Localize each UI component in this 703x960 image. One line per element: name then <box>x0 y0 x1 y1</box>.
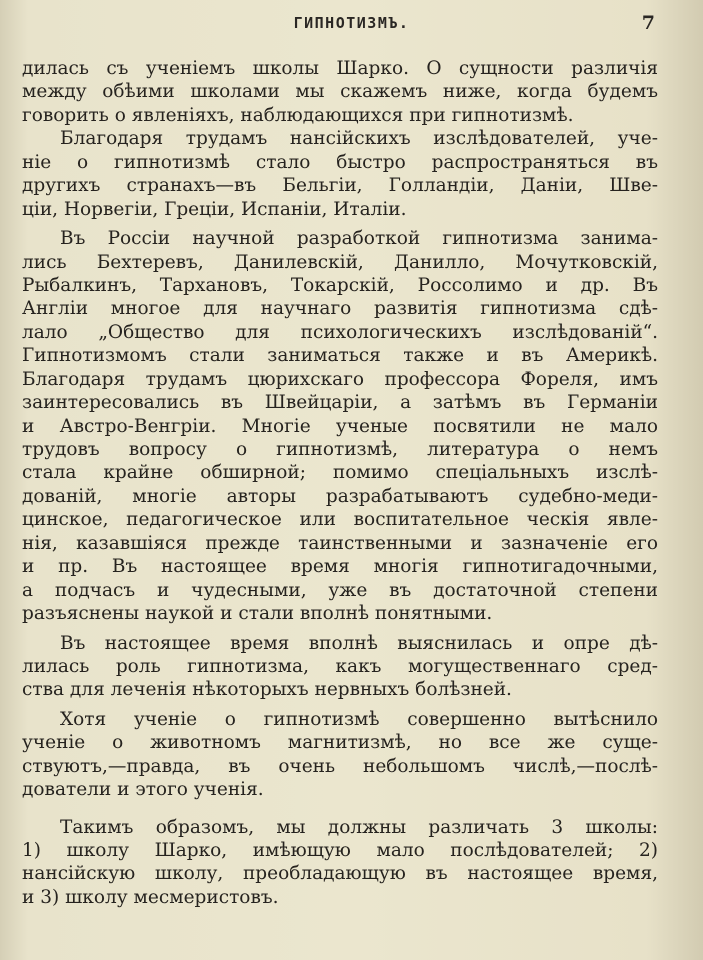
text-line: Гипнотизмомъ стали заниматься также и въ Америкѣ. <box>22 345 658 367</box>
page-number: 7 <box>641 12 655 34</box>
text-line: нансійскую школу, преобладающую въ настоящее время, <box>22 863 658 885</box>
text-line: лилась роль гипнотизма, какъ могущественнаго сред- <box>22 655 658 677</box>
text-line: Благодаря трудамъ нансійскихъ изслѣдователей, уче- <box>60 128 658 150</box>
text-line: Такимъ образомъ, мы должны различать 3 школы: <box>60 816 658 838</box>
text-line: ства для леченія нѣкоторыхъ нервныхъ болѣзней. <box>22 679 512 701</box>
text-line: а подчасъ и чудесными, уже въ достаточной степени <box>22 579 658 601</box>
text-line: ученіе о животномъ магнитизмѣ, но все же суще- <box>22 732 658 754</box>
paragraph <box>22 632 658 702</box>
text-line: трудовъ вопросу о гипнотизмѣ, литература о немъ <box>22 439 658 460</box>
text-line: говорить о явленіяхъ, наблюдающихся при гипнотизмѣ. <box>22 104 574 126</box>
text-line: и Австро-Венгріи. Многіе ученые посвятили не мало <box>22 415 658 437</box>
text-line: другихъ странахъ—въ Бельгіи, Голландіи, Даніи, Шве- <box>22 175 658 197</box>
paragraph <box>22 816 658 910</box>
text-line: между обѣими школами мы скажемъ ниже, когда будемъ <box>22 81 658 103</box>
text-line: ніе о гипнотизмѣ стало быстро распространяться въ <box>22 151 658 173</box>
text-line: ціи, Норвегіи, Греціи, Испаніи, Италіи. <box>22 198 407 220</box>
text-line: цинское, педагогическое или воспитательное ческія явле- <box>22 509 658 531</box>
text-line: заинтересовались въ Швейцаріи, а затѣмъ въ Германіи <box>22 392 658 414</box>
body-text <box>22 57 658 909</box>
text-line: дованій, многіе авторы разрабатываютъ судебно-меди- <box>22 485 658 507</box>
paragraph <box>22 127 658 221</box>
text-line: Хотя ученіе о гипнотизмѣ совершенно вытѣснило <box>60 708 658 730</box>
text-line: Благодаря трудамъ цюрихскаго профессора Фореля, имъ <box>22 368 658 390</box>
paragraph <box>22 227 658 625</box>
paragraph <box>22 57 658 127</box>
text-line: 1) школу Шарко, имѣющую мало послѣдователей; 2) <box>22 840 658 861</box>
paragraph <box>22 708 658 802</box>
text-line: дователи и этого ученія. <box>22 779 264 801</box>
text-line: лало „Общество для психологическихъ изслѣдованій“. <box>22 321 658 343</box>
running-title: ГИПНОТИЗМЪ. <box>293 14 410 32</box>
text-line: разъяснены наукой и стали вполнѣ понятными. <box>22 603 493 625</box>
text-line: дилась съ ученіемъ школы Шарко. О сущности различія <box>22 58 658 79</box>
text-line: Рыбалкинъ, Тархановъ, Токарскій, Россолимо и др. Въ <box>22 274 658 296</box>
running-head <box>0 10 703 36</box>
text-line: и 3) школу месмеристовъ. <box>22 886 279 908</box>
text-line: стала крайне обширной; помимо спеціальныхъ изслѣ- <box>22 462 658 484</box>
text-line: и пр. Въ настоящее время многія гипнотигадочными, <box>22 556 658 578</box>
text-line: ствуютъ,—правда, въ очень небольшомъ числѣ,—послѣ- <box>22 755 658 777</box>
text-line: Въ Россіи научной разработкой гипнотизма занима- <box>60 228 658 250</box>
text-line: Въ настоящее время вполнѣ выяснилась и опре дѣ- <box>60 632 658 654</box>
text-line: нія, казавшіяся прежде таинственными и зазначеніе его <box>22 532 658 554</box>
text-line: лись Бехтеревъ, Данилевскій, Данилло, Мочутковскій, <box>22 251 658 273</box>
text-line: Англіи многое для научнаго развитія гипнотизма сдѣ- <box>22 298 658 320</box>
